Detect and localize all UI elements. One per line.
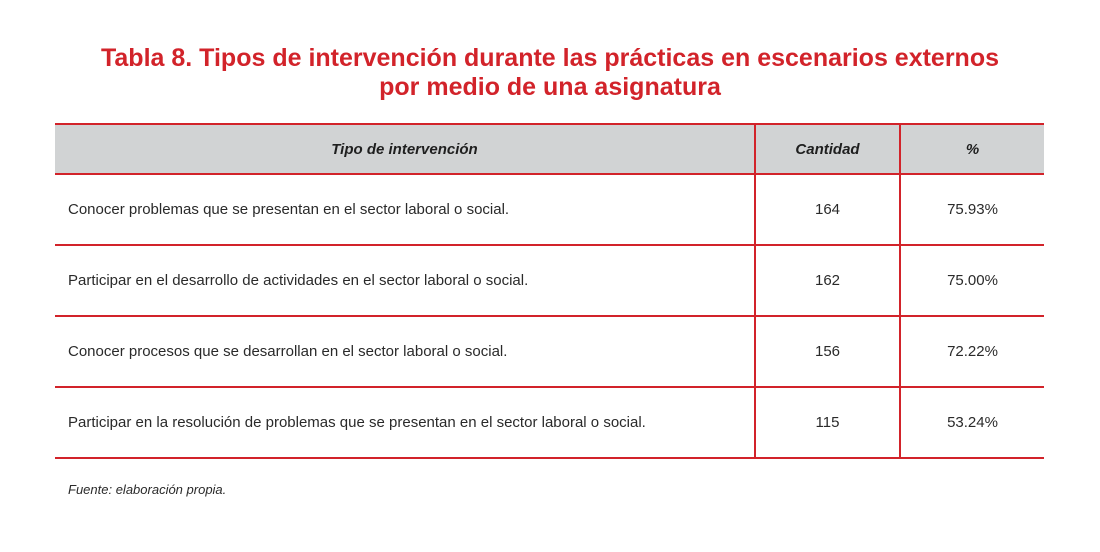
cell-porcentaje: 75.00% — [900, 245, 1044, 316]
header-row — [55, 124, 1044, 174]
cell-tipo: Conocer procesos que se desarrollan en el sector laboral o social. — [55, 316, 755, 387]
cell-cantidad: 115 — [755, 387, 900, 458]
table-body — [55, 174, 1044, 458]
table-title — [0, 44, 1100, 102]
cell-cantidad: 164 — [755, 174, 900, 245]
cell-tipo: Participar en el desarrollo de actividades en el sector laboral o social. — [55, 245, 755, 316]
table-title-line-1: Tabla 8. Tipos de intervención durante las prácticas en escenarios externos — [100, 44, 1000, 72]
cell-porcentaje: 72.22% — [900, 316, 1044, 387]
column-header-cantidad: Cantidad — [755, 124, 900, 174]
cell-tipo: Participar en la resolución de problemas que se presentan en el sector laboral o social. — [55, 387, 755, 458]
cell-porcentaje: 75.93% — [900, 174, 1044, 245]
table-title-line-2: por medio de una asignatura — [379, 73, 721, 101]
source-note: Fuente: elaboración propia. — [68, 482, 227, 497]
cell-cantidad: 162 — [755, 245, 900, 316]
cell-tipo: Conocer problemas que se presentan en el sector laboral o social. — [55, 174, 755, 245]
table-header — [55, 124, 1044, 174]
column-header-tipo: Tipo de intervención — [55, 124, 755, 174]
table-row — [55, 174, 1044, 245]
table-row — [55, 387, 1044, 458]
intervention-types-table — [55, 123, 1044, 459]
cell-porcentaje: 53.24% — [900, 387, 1044, 458]
column-header-porcentaje: % — [900, 124, 1044, 174]
cell-cantidad: 156 — [755, 316, 900, 387]
table-row — [55, 316, 1044, 387]
table-row — [55, 245, 1044, 316]
